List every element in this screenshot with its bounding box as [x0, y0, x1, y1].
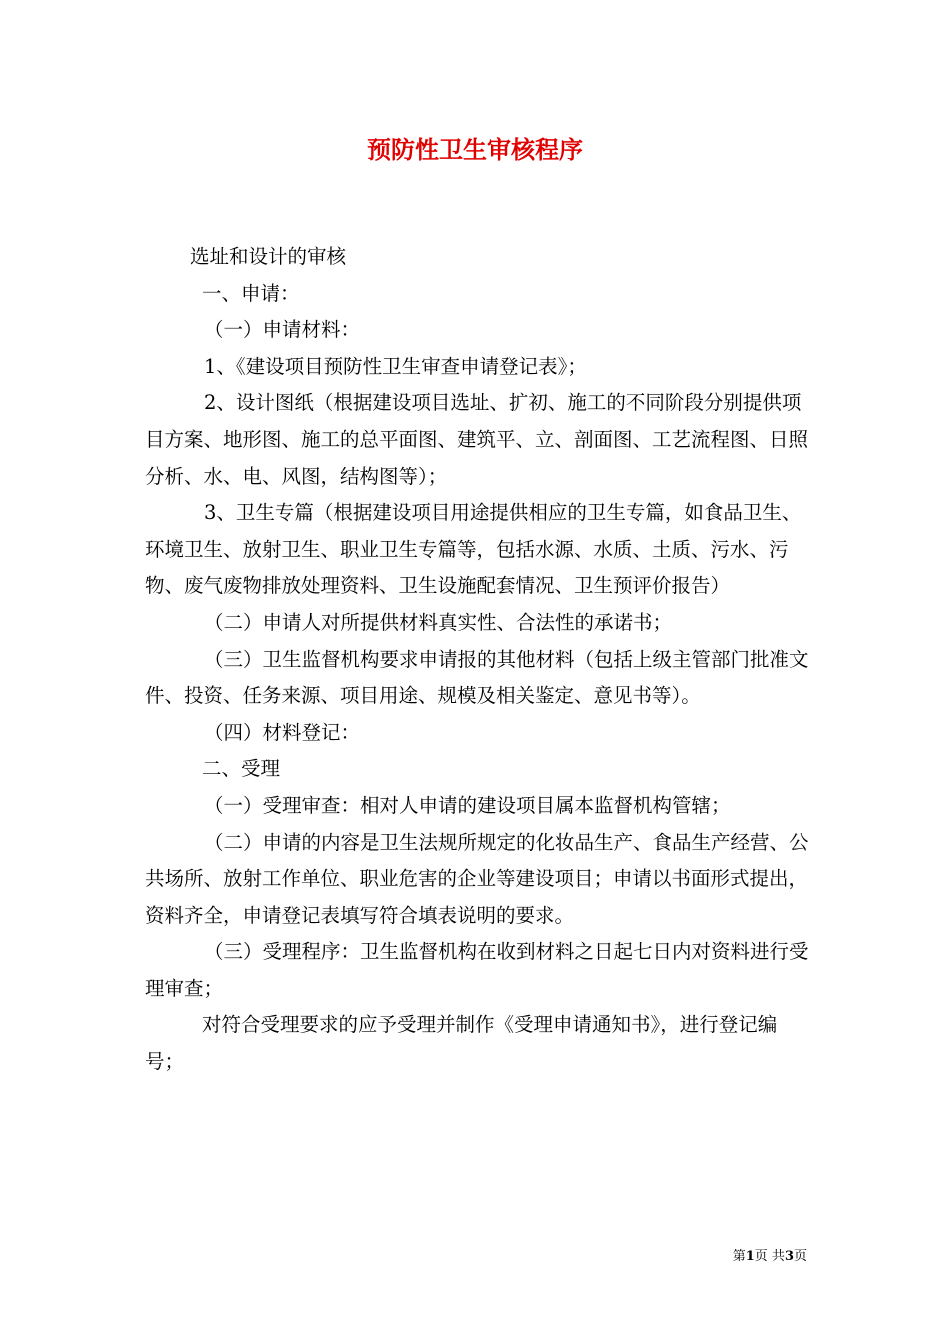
subsection-item: （一）受理审查：相对人申请的建设项目属本监督机构管辖；	[204, 793, 731, 817]
footer-suffix: 页	[793, 1249, 807, 1264]
subsection-item: （一）申请材料：	[204, 318, 361, 342]
footer-prefix: 第	[732, 1249, 746, 1264]
section-item: 一、申请：	[202, 281, 300, 305]
subsection-item: （三）卫生监督机构要求申请报的其他材料（包括上级主管部门批准文件、投资、任务来源、项目用途、规模及相关鉴定、意见书等）。	[145, 647, 809, 708]
current-page-number: 1	[745, 1249, 755, 1264]
document-title: 预防性卫生审核程序	[367, 135, 583, 164]
list-item: 3、卫生专篇（根据建设项目用途提供相应的卫生专篇，如食品卫生、环境卫生、放射卫生、职业卫生专篇等，包括水源、水质、土质、污水、污物、废气废物排放处理资料、卫生设施配套情况、卫生预评价报告）	[145, 501, 802, 598]
section-heading: 选址和设计的审核	[190, 245, 347, 268]
total-pages-number: 3	[784, 1249, 794, 1264]
document-body	[145, 239, 815, 1081]
subsection-item: （二）申请的内容是卫生法规所规定的化妆品生产、食品生产经营、公共场所、放射工作单位、职业危害的企业等建设项目；申请以书面形式提出，资料齐全，申请登记表填写符合填表说明的要求。	[145, 830, 809, 927]
page-footer	[733, 1248, 807, 1266]
list-item: 1、《建设项目预防性卫生审查申请登记表》；	[204, 354, 587, 378]
subsection-item: （三）受理程序：卫生监督机构在收到材料之日起七日内对资料进行受理审查；	[145, 940, 809, 1000]
footer-middle: 页 共	[754, 1249, 785, 1264]
subsection-item: （四）材料登记：	[204, 720, 361, 744]
subsection-item: （二）申请人对所提供材料真实性、合法性的承诺书；	[204, 610, 673, 634]
paragraph: 对符合受理要求的应予受理并制作《受理申请通知书》，进行登记编号；	[145, 1013, 778, 1074]
section-item: 二、受理	[202, 757, 281, 781]
list-item: 2、设计图纸（根据建设项目选址、扩初、施工的不同阶段分别提供项目方案、地形图、施工的总平面图、建筑平、立、剖面图、工艺流程图、日照分析、水、电、风图，结构图等）；	[145, 391, 809, 488]
